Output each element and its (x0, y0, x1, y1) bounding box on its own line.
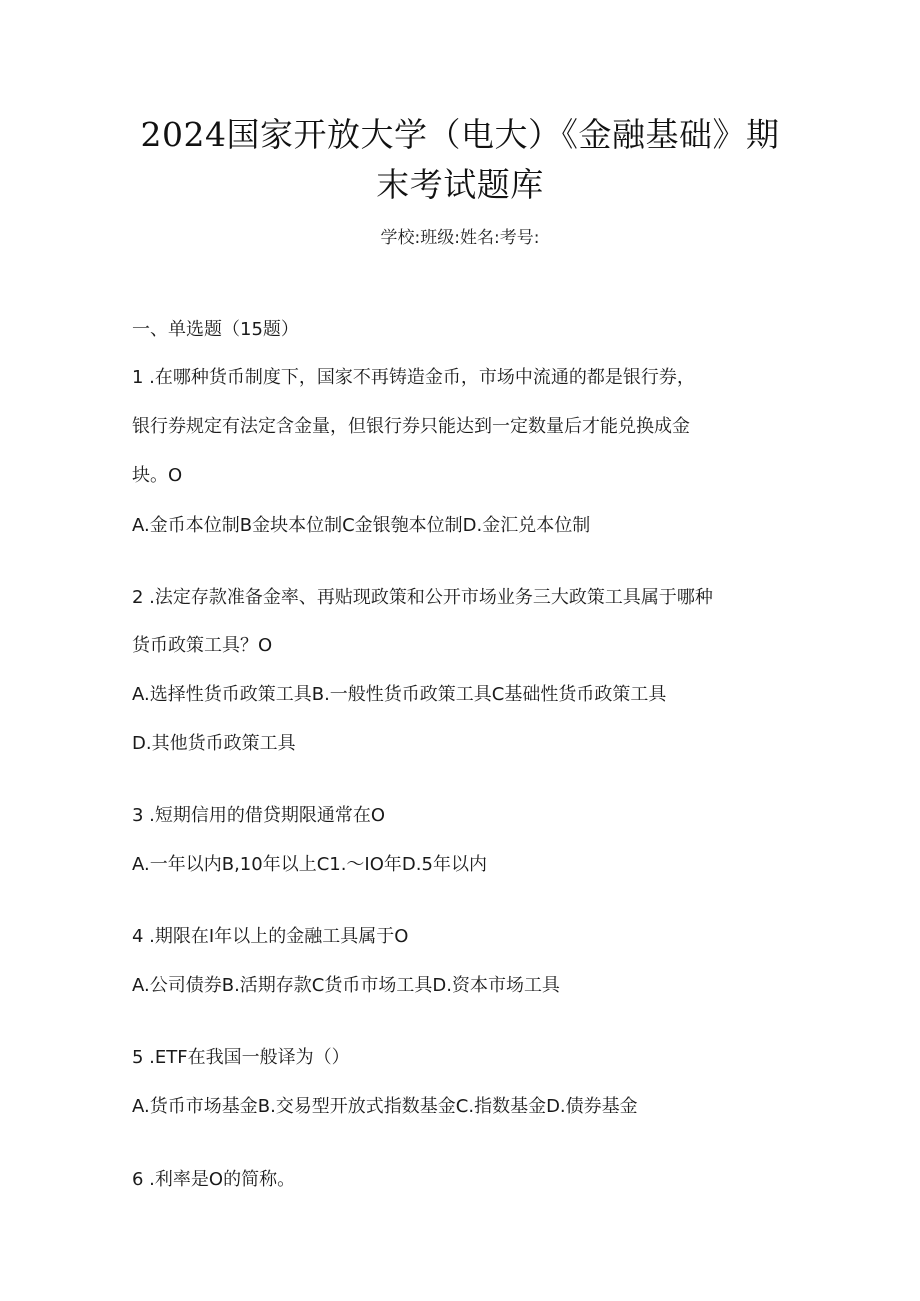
question-2-options-line-2: D.其他货币政策工具 (132, 733, 296, 754)
document-title-line-1: 2024国家开放大学（电大）《金融基础》期 (140, 115, 780, 154)
student-info-line: 学校:班级:姓名:考号: (380, 228, 540, 248)
question-3-stem: 3 .短期信用的借贷期限通常在O (132, 805, 386, 826)
question-5-stem: 5 .ETF在我国一般译为（） (132, 1047, 350, 1068)
question-3-options: A.一年以内B,10年以上C1.～IO年D.5年以内 (132, 854, 487, 875)
question-1-stem-line-3: 块。O (132, 465, 183, 486)
question-1-stem-line-2: 银行券规定有法定含金量，但银行券只能达到一定数量后才能兑换成金 (132, 416, 690, 437)
document-title-line-2: 末考试题库 (376, 165, 544, 204)
question-4-options: A.公司债券B.活期存款C货币市场工具D.资本市场工具 (132, 975, 560, 996)
section-heading: 一、单选题（15题） (132, 319, 299, 340)
question-2-stem-line-1: 2 .法定存款准备金率、再贴现政策和公开市场业务三大政策工具属于哪种 (132, 587, 713, 608)
question-5-options: A.货币市场基金B.交易型开放式指数基金C.指数基金D.债券基金 (132, 1096, 638, 1117)
question-2-options-line-1: A.选择性货币政策工具B.一般性货币政策工具C基础性货币政策工具 (132, 684, 667, 705)
question-1-options: A.金币本位制B金块本位制C金银匏本位制D.金汇兑本位制 (132, 515, 591, 536)
question-6-stem: 6 .利率是O的简称。 (132, 1169, 296, 1190)
question-1-stem-line-1: 1 .在哪种货币制度下，国家不再铸造金币，市场中流通的都是银行券， (132, 367, 695, 388)
question-2-stem-line-2: 货币政策工具？O (132, 635, 273, 656)
question-4-stem: 4 .期限在I年以上的金融工具属于O (132, 926, 409, 947)
